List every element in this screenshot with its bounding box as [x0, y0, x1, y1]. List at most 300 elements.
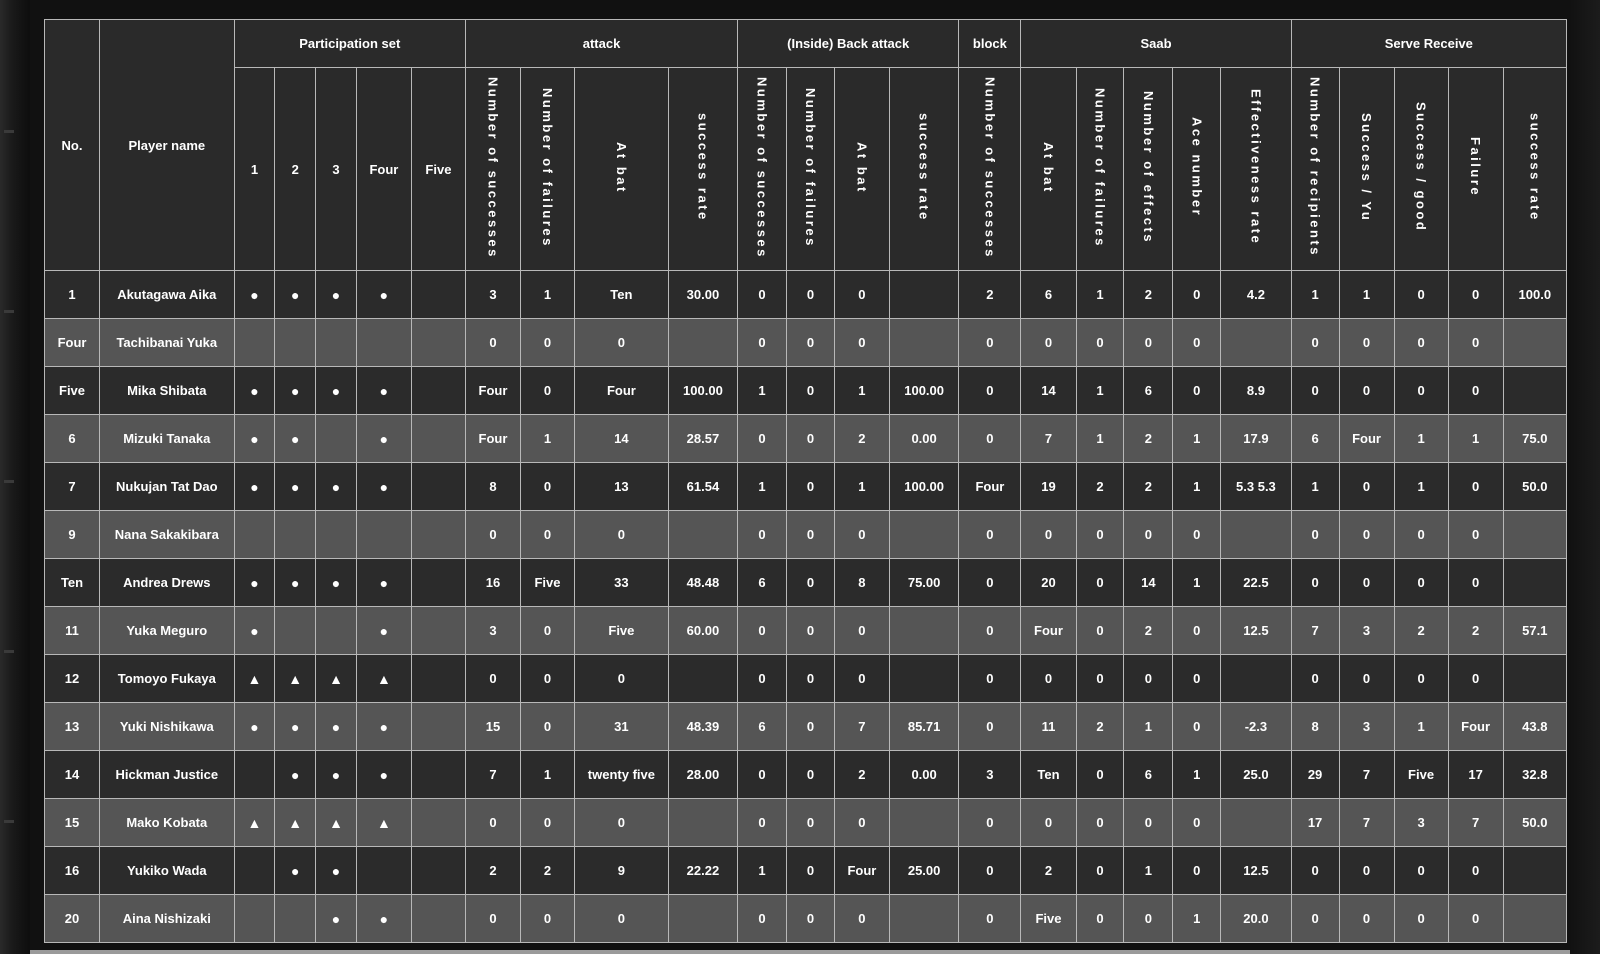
back-attack-cell: 0: [738, 607, 787, 655]
participation-triangle-icon: ▲: [316, 799, 357, 847]
receive-cell: 2: [1448, 607, 1503, 655]
serve-cell: 0: [1173, 703, 1221, 751]
back-attack-cell: 2: [834, 415, 889, 463]
back-attack-cell: 0: [787, 367, 835, 415]
serve-cell: -2.3: [1221, 703, 1291, 751]
participation-dot-icon: ●: [316, 895, 357, 943]
header-serve-at-bat-label: At bat: [1040, 141, 1056, 194]
header-set-2: 2: [275, 68, 316, 271]
participation-dot-icon: ●: [356, 607, 411, 655]
participation-dot-icon: ●: [316, 271, 357, 319]
receive-cell: 0: [1448, 511, 1503, 559]
header-serve-effectiveness-rate: [1221, 68, 1291, 271]
serve-cell: 0: [1124, 799, 1173, 847]
back-attack-cell: [889, 607, 958, 655]
header-block-number-of-successes-label: Number of successes: [982, 76, 998, 259]
receive-cell: 0: [1339, 895, 1394, 943]
header-serve-ace-number-label: Ace number: [1189, 117, 1205, 218]
back-attack-cell: [889, 655, 958, 703]
table-row: [45, 511, 1567, 559]
header-back-attack-number-of-failures-label: Number of failures: [802, 87, 818, 248]
attack-cell: 7: [465, 751, 520, 799]
attack-cell: 1: [520, 271, 574, 319]
block-cell: 0: [959, 895, 1021, 943]
attack-cell: 0: [465, 319, 520, 367]
back-attack-cell: 0: [787, 463, 835, 511]
receive-cell: 0: [1448, 655, 1503, 703]
table-row: [45, 655, 1567, 703]
block-cell: 0: [959, 367, 1021, 415]
back-attack-cell: 0: [738, 655, 787, 703]
header-serve-effectiveness-rate-label: Effectiveness rate: [1248, 89, 1264, 246]
back-attack-cell: 0: [738, 271, 787, 319]
receive-cell: 8: [1291, 703, 1339, 751]
attack-cell: Five: [575, 607, 669, 655]
receive-cell: 100.0: [1503, 271, 1566, 319]
serve-cell: 1: [1076, 271, 1124, 319]
participation-cell: [234, 511, 275, 559]
attack-cell: 0: [575, 895, 669, 943]
header-receive-number-of-recipients: [1291, 68, 1339, 271]
serve-cell: 8.9: [1221, 367, 1291, 415]
participation-cell: [411, 511, 465, 559]
serve-cell: 1: [1173, 463, 1221, 511]
participation-dot-icon: ●: [234, 607, 275, 655]
table-row: [45, 895, 1567, 943]
serve-cell: 0: [1173, 367, 1221, 415]
participation-dot-icon: ●: [234, 559, 275, 607]
back-attack-cell: 0: [787, 655, 835, 703]
attack-cell: 15: [465, 703, 520, 751]
participation-dot-icon: ●: [275, 751, 316, 799]
participation-cell: [411, 703, 465, 751]
serve-cell: 0: [1076, 607, 1124, 655]
back-attack-cell: 25.00: [889, 847, 958, 895]
back-attack-cell: 100.00: [889, 463, 958, 511]
player-number: 6: [45, 415, 100, 463]
player-number: 12: [45, 655, 100, 703]
receive-cell: 0: [1448, 319, 1503, 367]
attack-cell: 0: [520, 319, 574, 367]
back-attack-cell: 0.00: [889, 415, 958, 463]
attack-cell: 0: [520, 463, 574, 511]
header-back-attack-number-of-successes: [738, 68, 787, 271]
header-back-attack: (Inside) Back attack: [738, 20, 959, 68]
participation-cell: [275, 319, 316, 367]
back-attack-cell: 1: [834, 463, 889, 511]
serve-cell: Five: [1021, 895, 1076, 943]
serve-cell: 2: [1021, 847, 1076, 895]
back-attack-cell: 0: [738, 415, 787, 463]
receive-cell: [1503, 655, 1566, 703]
attack-cell: 0: [520, 607, 574, 655]
participation-cell: [411, 559, 465, 607]
receive-cell: 1: [1394, 463, 1448, 511]
back-attack-cell: 0: [787, 415, 835, 463]
table-row: [45, 367, 1567, 415]
receive-cell: 6: [1291, 415, 1339, 463]
player-number: 13: [45, 703, 100, 751]
serve-cell: 2: [1124, 415, 1173, 463]
receive-cell: 0: [1291, 559, 1339, 607]
attack-cell: 48.39: [668, 703, 737, 751]
attack-cell: 22.22: [668, 847, 737, 895]
header-back-attack-success-rate: [889, 68, 958, 271]
header-receive-success-yu: [1339, 68, 1394, 271]
player-number: Four: [45, 319, 100, 367]
attack-cell: 31: [575, 703, 669, 751]
sub-header-row: [45, 68, 1567, 271]
player-number: Five: [45, 367, 100, 415]
receive-cell: 0: [1394, 559, 1448, 607]
receive-cell: 0: [1448, 271, 1503, 319]
player-name: Yuka Meguro: [100, 607, 235, 655]
back-attack-cell: 1: [834, 367, 889, 415]
participation-dot-icon: ●: [234, 271, 275, 319]
header-set-3: 3: [316, 68, 357, 271]
receive-cell: [1503, 895, 1566, 943]
receive-cell: 0: [1394, 319, 1448, 367]
serve-cell: 2: [1124, 607, 1173, 655]
header-attack-number-of-failures-label: Number of failures: [539, 87, 555, 248]
serve-cell: [1221, 319, 1291, 367]
attack-cell: 30.00: [668, 271, 737, 319]
back-attack-cell: 0: [834, 655, 889, 703]
block-cell: 0: [959, 703, 1021, 751]
table-row: [45, 271, 1567, 319]
back-attack-cell: 1: [738, 367, 787, 415]
table-row: [45, 463, 1567, 511]
header-serve-number-of-failures: [1076, 68, 1124, 271]
header-back-attack-number-of-successes-label: Number of successes: [754, 76, 770, 259]
header-attack-number-of-failures: [520, 68, 574, 271]
attack-cell: 0: [465, 511, 520, 559]
back-attack-cell: 75.00: [889, 559, 958, 607]
receive-cell: 0: [1448, 559, 1503, 607]
attack-cell: 0: [465, 799, 520, 847]
participation-dot-icon: ●: [316, 463, 357, 511]
group-header-row: [45, 20, 1567, 68]
back-attack-cell: 0.00: [889, 751, 958, 799]
left-background-edge: [0, 0, 30, 954]
player-number: 15: [45, 799, 100, 847]
serve-cell: 19: [1021, 463, 1076, 511]
serve-cell: 4.2: [1221, 271, 1291, 319]
header-no: No.: [45, 20, 100, 271]
player-name: Yuki Nishikawa: [100, 703, 235, 751]
attack-cell: 2: [465, 847, 520, 895]
player-name: Yukiko Wada: [100, 847, 235, 895]
receive-cell: 0: [1291, 367, 1339, 415]
participation-cell: [316, 607, 357, 655]
serve-cell: 11: [1021, 703, 1076, 751]
participation-dot-icon: ●: [356, 559, 411, 607]
attack-cell: Five: [520, 559, 574, 607]
serve-cell: [1221, 655, 1291, 703]
receive-cell: 1: [1448, 415, 1503, 463]
attack-cell: Four: [575, 367, 669, 415]
back-attack-cell: 0: [834, 271, 889, 319]
participation-triangle-icon: ▲: [356, 799, 411, 847]
player-number: 14: [45, 751, 100, 799]
serve-cell: 25.0: [1221, 751, 1291, 799]
participation-dot-icon: ●: [356, 415, 411, 463]
participation-dot-icon: ●: [234, 463, 275, 511]
participation-triangle-icon: ▲: [316, 655, 357, 703]
receive-cell: 0: [1394, 895, 1448, 943]
attack-cell: 3: [465, 271, 520, 319]
player-number: 16: [45, 847, 100, 895]
table-row: [45, 847, 1567, 895]
serve-cell: 0: [1173, 799, 1221, 847]
serve-cell: 6: [1124, 367, 1173, 415]
back-attack-cell: 0: [738, 751, 787, 799]
back-attack-cell: 0: [787, 511, 835, 559]
header-back-attack-number-of-failures: [787, 68, 835, 271]
header-attack-success-rate-label: success rate: [695, 113, 711, 222]
attack-cell: 8: [465, 463, 520, 511]
block-cell: 0: [959, 655, 1021, 703]
serve-cell: 12.5: [1221, 607, 1291, 655]
receive-cell: 17: [1448, 751, 1503, 799]
back-attack-cell: 0: [834, 319, 889, 367]
receive-cell: 57.1: [1503, 607, 1566, 655]
receive-cell: [1503, 367, 1566, 415]
attack-cell: 14: [575, 415, 669, 463]
serve-cell: 1: [1124, 703, 1173, 751]
participation-cell: [234, 319, 275, 367]
serve-cell: 0: [1021, 799, 1076, 847]
player-name: Tachibanai Yuka: [100, 319, 235, 367]
receive-cell: 29: [1291, 751, 1339, 799]
header-back-attack-at-bat: [834, 68, 889, 271]
header-serve-receive: Serve Receive: [1291, 20, 1566, 68]
serve-cell: 0: [1076, 895, 1124, 943]
back-attack-cell: [889, 271, 958, 319]
block-cell: 0: [959, 847, 1021, 895]
participation-cell: [316, 319, 357, 367]
serve-cell: 6: [1021, 271, 1076, 319]
back-attack-cell: [889, 895, 958, 943]
back-attack-cell: 0: [834, 511, 889, 559]
receive-cell: 0: [1339, 559, 1394, 607]
player-number: Ten: [45, 559, 100, 607]
receive-cell: Four: [1448, 703, 1503, 751]
receive-cell: Five: [1394, 751, 1448, 799]
participation-dot-icon: ●: [316, 367, 357, 415]
block-cell: 3: [959, 751, 1021, 799]
serve-cell: 0: [1021, 319, 1076, 367]
header-receive-success-good-label: Success / good: [1413, 102, 1429, 233]
participation-triangle-icon: ▲: [275, 655, 316, 703]
header-player-name: Player name: [100, 20, 235, 271]
back-attack-cell: 0: [738, 319, 787, 367]
participation-cell: [234, 895, 275, 943]
header-back-attack-success-rate-label: success rate: [916, 113, 932, 222]
serve-cell: 17.9: [1221, 415, 1291, 463]
receive-cell: 2: [1394, 607, 1448, 655]
serve-cell: 0: [1076, 847, 1124, 895]
back-attack-cell: 0: [738, 511, 787, 559]
bottom-background-edge: [30, 950, 1570, 954]
receive-cell: 3: [1394, 799, 1448, 847]
serve-cell: 12.5: [1221, 847, 1291, 895]
participation-cell: [411, 367, 465, 415]
participation-cell: [316, 511, 357, 559]
serve-cell: 14: [1021, 367, 1076, 415]
receive-cell: 0: [1394, 271, 1448, 319]
serve-cell: 0: [1076, 751, 1124, 799]
serve-cell: 0: [1173, 847, 1221, 895]
block-cell: 0: [959, 607, 1021, 655]
table-row: [45, 607, 1567, 655]
attack-cell: Four: [465, 367, 520, 415]
back-attack-cell: 0: [787, 559, 835, 607]
header-block: block: [959, 20, 1021, 68]
back-attack-cell: 0: [834, 607, 889, 655]
participation-dot-icon: ●: [356, 367, 411, 415]
receive-cell: 3: [1339, 703, 1394, 751]
receive-cell: 0: [1394, 655, 1448, 703]
participation-cell: [411, 271, 465, 319]
serve-cell: 1: [1173, 559, 1221, 607]
participation-dot-icon: ●: [275, 463, 316, 511]
receive-cell: 0: [1448, 895, 1503, 943]
serve-cell: 0: [1076, 799, 1124, 847]
header-back-attack-at-bat-label: At bat: [854, 141, 870, 194]
serve-cell: 1: [1076, 367, 1124, 415]
attack-cell: 28.00: [668, 751, 737, 799]
serve-cell: 2: [1076, 703, 1124, 751]
serve-cell: 0: [1076, 655, 1124, 703]
header-attack-number-of-successes: [465, 68, 520, 271]
participation-triangle-icon: ▲: [356, 655, 411, 703]
receive-cell: 50.0: [1503, 463, 1566, 511]
attack-cell: 0: [575, 799, 669, 847]
attack-cell: 0: [575, 511, 669, 559]
header-receive-success-yu-label: Success / Yu: [1359, 112, 1375, 223]
attack-cell: 0: [575, 655, 669, 703]
serve-cell: 5.3 5.3: [1221, 463, 1291, 511]
block-cell: 0: [959, 415, 1021, 463]
block-cell: Four: [959, 463, 1021, 511]
attack-cell: 0: [520, 367, 574, 415]
back-attack-cell: 2: [834, 751, 889, 799]
table-row: [45, 319, 1567, 367]
serve-cell: 0: [1124, 895, 1173, 943]
participation-cell: [411, 751, 465, 799]
participation-dot-icon: ●: [316, 751, 357, 799]
participation-dot-icon: ●: [275, 367, 316, 415]
receive-cell: 0: [1291, 319, 1339, 367]
attack-cell: Ten: [575, 271, 669, 319]
participation-triangle-icon: ▲: [275, 799, 316, 847]
header-participation-set: Participation set: [234, 20, 465, 68]
table-row: [45, 559, 1567, 607]
attack-cell: 0: [520, 655, 574, 703]
attack-cell: 48.48: [668, 559, 737, 607]
participation-cell: [411, 319, 465, 367]
attack-cell: [668, 895, 737, 943]
receive-cell: 7: [1448, 799, 1503, 847]
receive-cell: 1: [1339, 271, 1394, 319]
table-row: [45, 703, 1567, 751]
header-receive-success-good: [1394, 68, 1448, 271]
participation-cell: [234, 751, 275, 799]
back-attack-cell: [889, 319, 958, 367]
back-attack-cell: Four: [834, 847, 889, 895]
participation-cell: [316, 415, 357, 463]
back-attack-cell: 85.71: [889, 703, 958, 751]
serve-cell: 1: [1124, 847, 1173, 895]
receive-cell: 43.8: [1503, 703, 1566, 751]
block-cell: 0: [959, 799, 1021, 847]
serve-cell: 22.5: [1221, 559, 1291, 607]
table-row: [45, 799, 1567, 847]
header-receive-success-rate-label: success rate: [1527, 113, 1543, 222]
attack-cell: 100.00: [668, 367, 737, 415]
back-attack-cell: 0: [787, 607, 835, 655]
player-name: Nana Sakakibara: [100, 511, 235, 559]
participation-dot-icon: ●: [356, 895, 411, 943]
back-attack-cell: 6: [738, 559, 787, 607]
serve-cell: 2: [1076, 463, 1124, 511]
header-attack-at-bat: [575, 68, 669, 271]
participation-cell: [411, 607, 465, 655]
receive-cell: 0: [1339, 463, 1394, 511]
player-name: Andrea Drews: [100, 559, 235, 607]
attack-cell: 3: [465, 607, 520, 655]
attack-cell: 0: [520, 799, 574, 847]
header-attack-number-of-successes-label: Number of successes: [485, 76, 501, 259]
receive-cell: 0: [1339, 511, 1394, 559]
serve-cell: 0: [1173, 607, 1221, 655]
attack-cell: [668, 511, 737, 559]
participation-cell: [275, 895, 316, 943]
serve-cell: 14: [1124, 559, 1173, 607]
serve-cell: 0: [1173, 271, 1221, 319]
receive-cell: 3: [1339, 607, 1394, 655]
receive-cell: 0: [1291, 655, 1339, 703]
attack-cell: 0: [465, 655, 520, 703]
participation-dot-icon: ●: [356, 271, 411, 319]
attack-cell: 61.54: [668, 463, 737, 511]
attack-cell: twenty five: [575, 751, 669, 799]
participation-dot-icon: ●: [275, 847, 316, 895]
back-attack-cell: 8: [834, 559, 889, 607]
attack-cell: 2: [520, 847, 574, 895]
header-serve: Saab: [1021, 20, 1291, 68]
header-set-1: 1: [234, 68, 275, 271]
participation-cell: [411, 895, 465, 943]
attack-cell: 28.57: [668, 415, 737, 463]
serve-cell: 0: [1021, 511, 1076, 559]
player-number: 11: [45, 607, 100, 655]
back-attack-cell: 0: [787, 847, 835, 895]
header-attack-success-rate: [668, 68, 737, 271]
serve-cell: 2: [1124, 271, 1173, 319]
receive-cell: 0: [1339, 847, 1394, 895]
block-cell: 0: [959, 511, 1021, 559]
receive-cell: 0: [1448, 463, 1503, 511]
player-name: Aina Nishizaki: [100, 895, 235, 943]
attack-cell: 0: [465, 895, 520, 943]
receive-cell: [1503, 559, 1566, 607]
participation-dot-icon: ●: [234, 703, 275, 751]
participation-triangle-icon: ▲: [234, 655, 275, 703]
participation-cell: [411, 415, 465, 463]
serve-cell: 20.0: [1221, 895, 1291, 943]
